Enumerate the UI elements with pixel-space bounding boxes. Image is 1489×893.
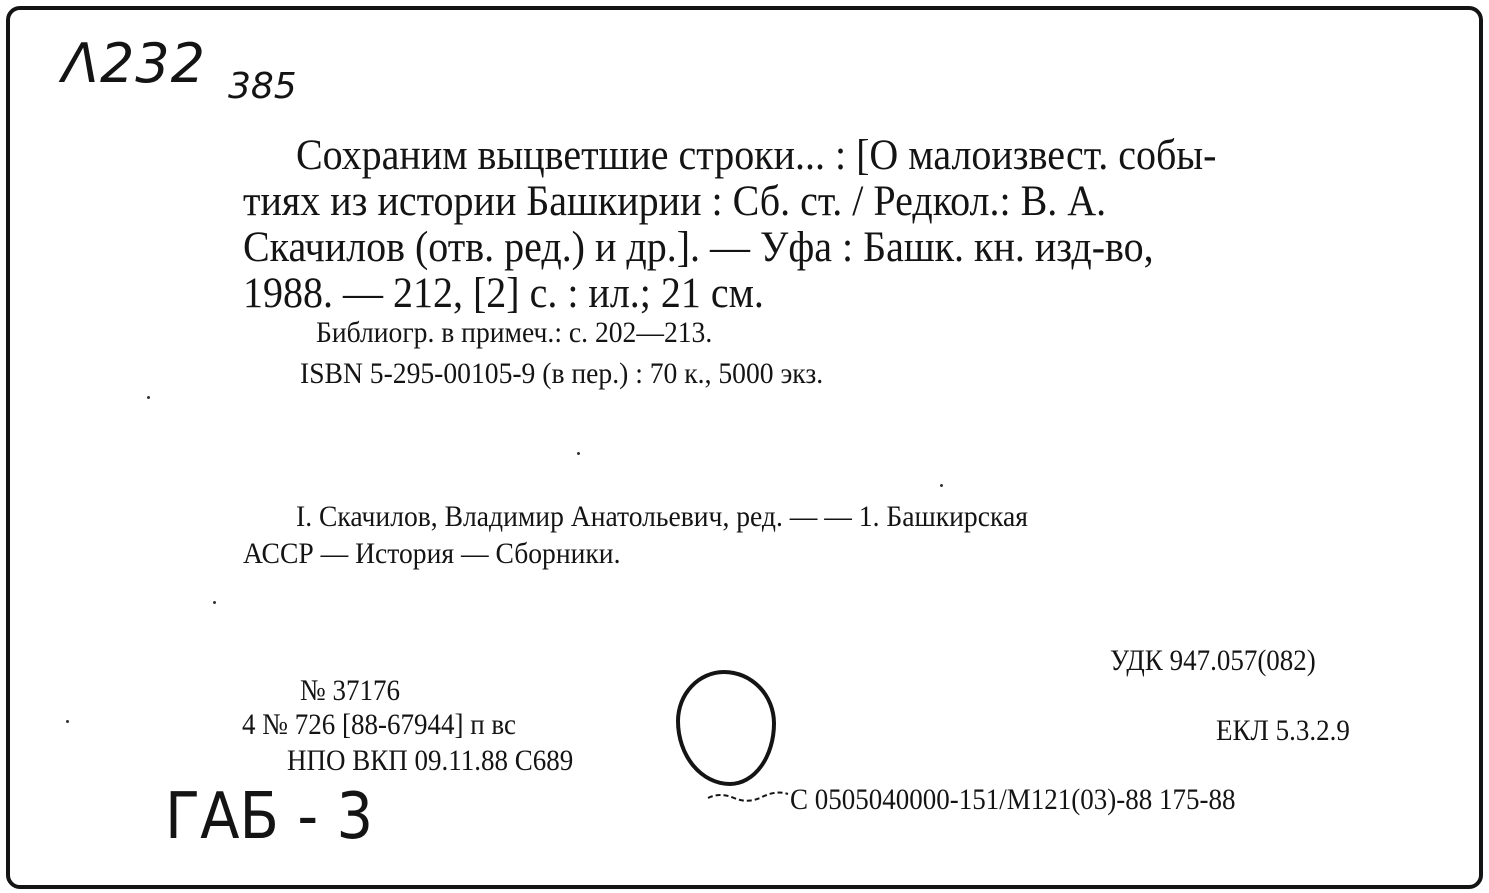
tracing-line-2: АССР — История — Сборники. [243, 537, 621, 570]
ekl-code: ЕКЛ 5.3.2.9 [1216, 714, 1350, 747]
speck [147, 396, 150, 399]
handwritten-shelf-mark: ГАБ - 3 [165, 780, 374, 854]
catalog-code: С 0505040000-151/М121(03)-88 175-88 [790, 783, 1236, 816]
handwritten-call-number-suffix: 385 [228, 66, 297, 107]
bibliography-note: Библиогр. в примеч.: с. 202—213. [316, 316, 713, 349]
title-line-4: 1988. — 212, [2] с. : ил.; 21 см. [243, 270, 764, 317]
print-number: № 37176 [300, 674, 401, 707]
speck [577, 452, 580, 455]
isbn-note: ISBN 5-295-00105-9 (в пер.) : 70 к., 5000 экз. [300, 357, 824, 390]
speck [940, 484, 943, 487]
speck [66, 720, 69, 723]
ink-smudge [706, 790, 790, 804]
npo-imprint: НПО ВКП 09.11.88 С689 [287, 744, 574, 777]
speck [213, 601, 216, 604]
print-order: 4 № 726 [88-67944] п вс [242, 708, 517, 741]
handwritten-call-number: Λ232 [62, 32, 207, 95]
title-line-3: Скачилов (отв. ред.) и др.]. — Уфа : Башк. кн. изд-во, [243, 224, 1154, 271]
title-line-2: тиях из истории Башкирии : Сб. ст. / Редкол.: В. А. [243, 178, 1107, 225]
tracing-line-1: I. Скачилов, Владимир Анатольевич, ред. — — 1. Башкирская [296, 500, 1028, 533]
udk-code: УДК 947.057(082) [1110, 644, 1316, 677]
title-line-1: Сохраним выцветшие строки... : [О малоизвест. собы- [296, 132, 1217, 179]
